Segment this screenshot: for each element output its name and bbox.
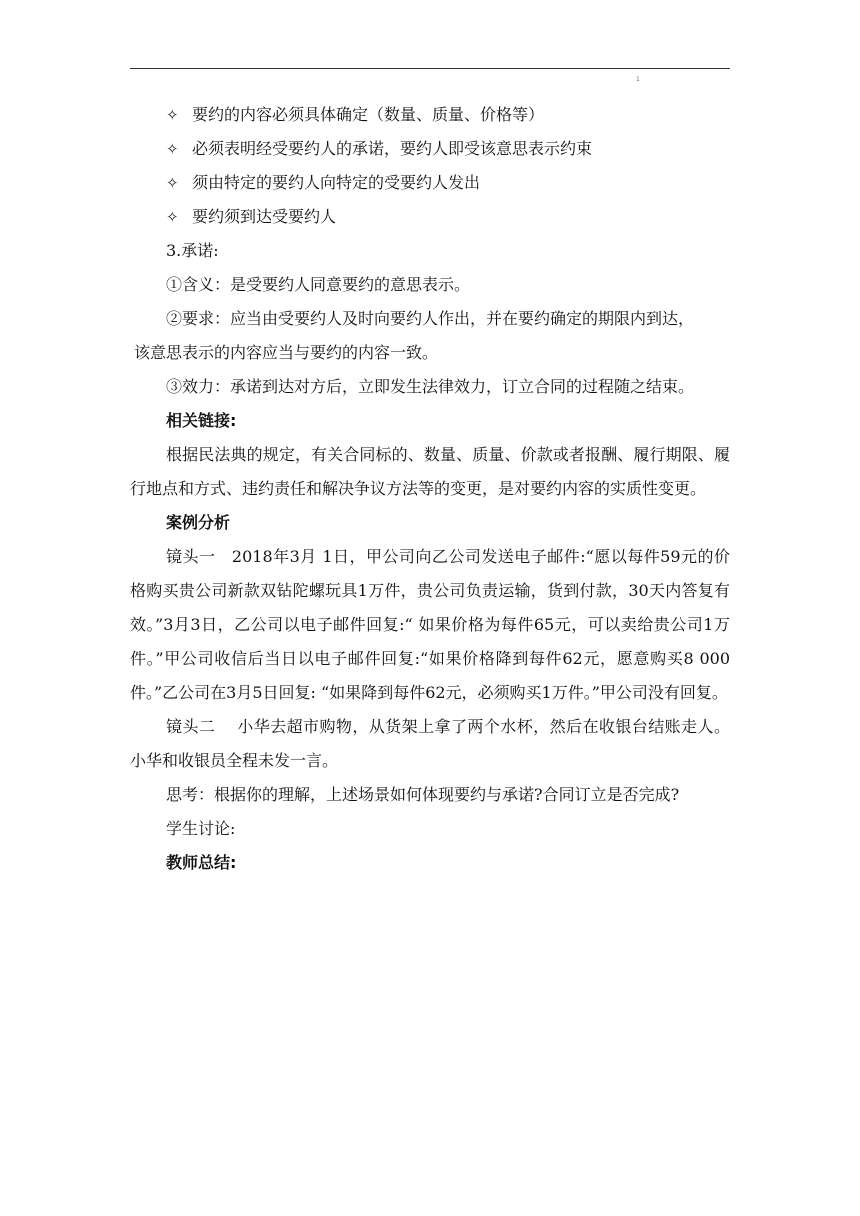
- acceptance-effect: ③效力：承诺到达对方后，立即发生法律效力，订立合同的过程随之结束。: [166, 377, 695, 396]
- document-content: [130, 98, 730, 880]
- related-heading: 相关链接:: [166, 411, 237, 430]
- header-rule: [130, 68, 730, 69]
- teacher-summary: 教师总结:: [166, 853, 237, 872]
- case-scene-2: 镜头二 小华去超市购物，从货架上拿了两个水杯，然后在收银台结账走人。小华和收银员全程未发一言。: [130, 717, 730, 770]
- bullet-text: 须由特定的要约人向特定的受要约人发出: [192, 173, 481, 192]
- related-text: 根据民法典的规定，有关合同标的、数量、质量、价款或者报酬、履行期限、履行地点和方式、违约责任和解决争议方法等的变更，是对要约内容的实质性变更。: [130, 445, 730, 498]
- think-question: 思考：根据你的理解，上述场景如何体现要约与承诺?合同订立是否完成?: [166, 785, 680, 804]
- bullet-text: 必须表明经受要约人的承诺，要约人即受该意思表示约束: [192, 139, 593, 158]
- header-mark: 1: [636, 76, 640, 83]
- acceptance-requirement-line-2: 该意思表示的内容应当与要约的内容一致。: [134, 343, 439, 362]
- acceptance-requirement-line-1: ②要求：应当由受要约人及时向要约人作出，并在要约确定的期限内到达，: [166, 309, 695, 328]
- acceptance-meaning: ①含义：是受要约人同意要约的意思表示。: [166, 275, 471, 294]
- bullet-item-3: [130, 166, 730, 200]
- student-discussion: 学生讨论:: [166, 819, 236, 838]
- bullet-item-4: [130, 200, 730, 234]
- sparkle-bullet-icon: ✧: [166, 106, 179, 124]
- sparkle-bullet-icon: ✧: [166, 174, 179, 192]
- bullet-item-2: [130, 132, 730, 166]
- sparkle-bullet-icon: ✧: [166, 208, 179, 226]
- bullet-item-1: [130, 98, 730, 132]
- sparkle-bullet-icon: ✧: [166, 140, 179, 158]
- case-heading: 案例分析: [166, 513, 231, 532]
- acceptance-heading: 3.承诺:: [166, 241, 219, 260]
- bullet-text: 要约须到达受要约人: [192, 207, 337, 226]
- bullet-text: 要约的内容必须具体确定（数量、质量、价格等）: [192, 105, 545, 124]
- case-scene-1: 镜头一 2018年3月 1日，甲公司向乙公司发送电子邮件:“愿以每件59元的价格购买贵公司新款双钻陀螺玩具1万件，贵公司负责运输，货到付款，30天内答复有效。”3月3日，乙公司以电子邮件回复:“ 如果价格为每件65元，可以卖给贵公司1万件。”甲公司收信后当日以电子邮件回复:“如果价格降到每件62元，愿意购买8 000件。”乙公司在3月5日回复: “如果降到每件62元，必须购买1万件。”甲公司没有回复。: [130, 547, 730, 702]
